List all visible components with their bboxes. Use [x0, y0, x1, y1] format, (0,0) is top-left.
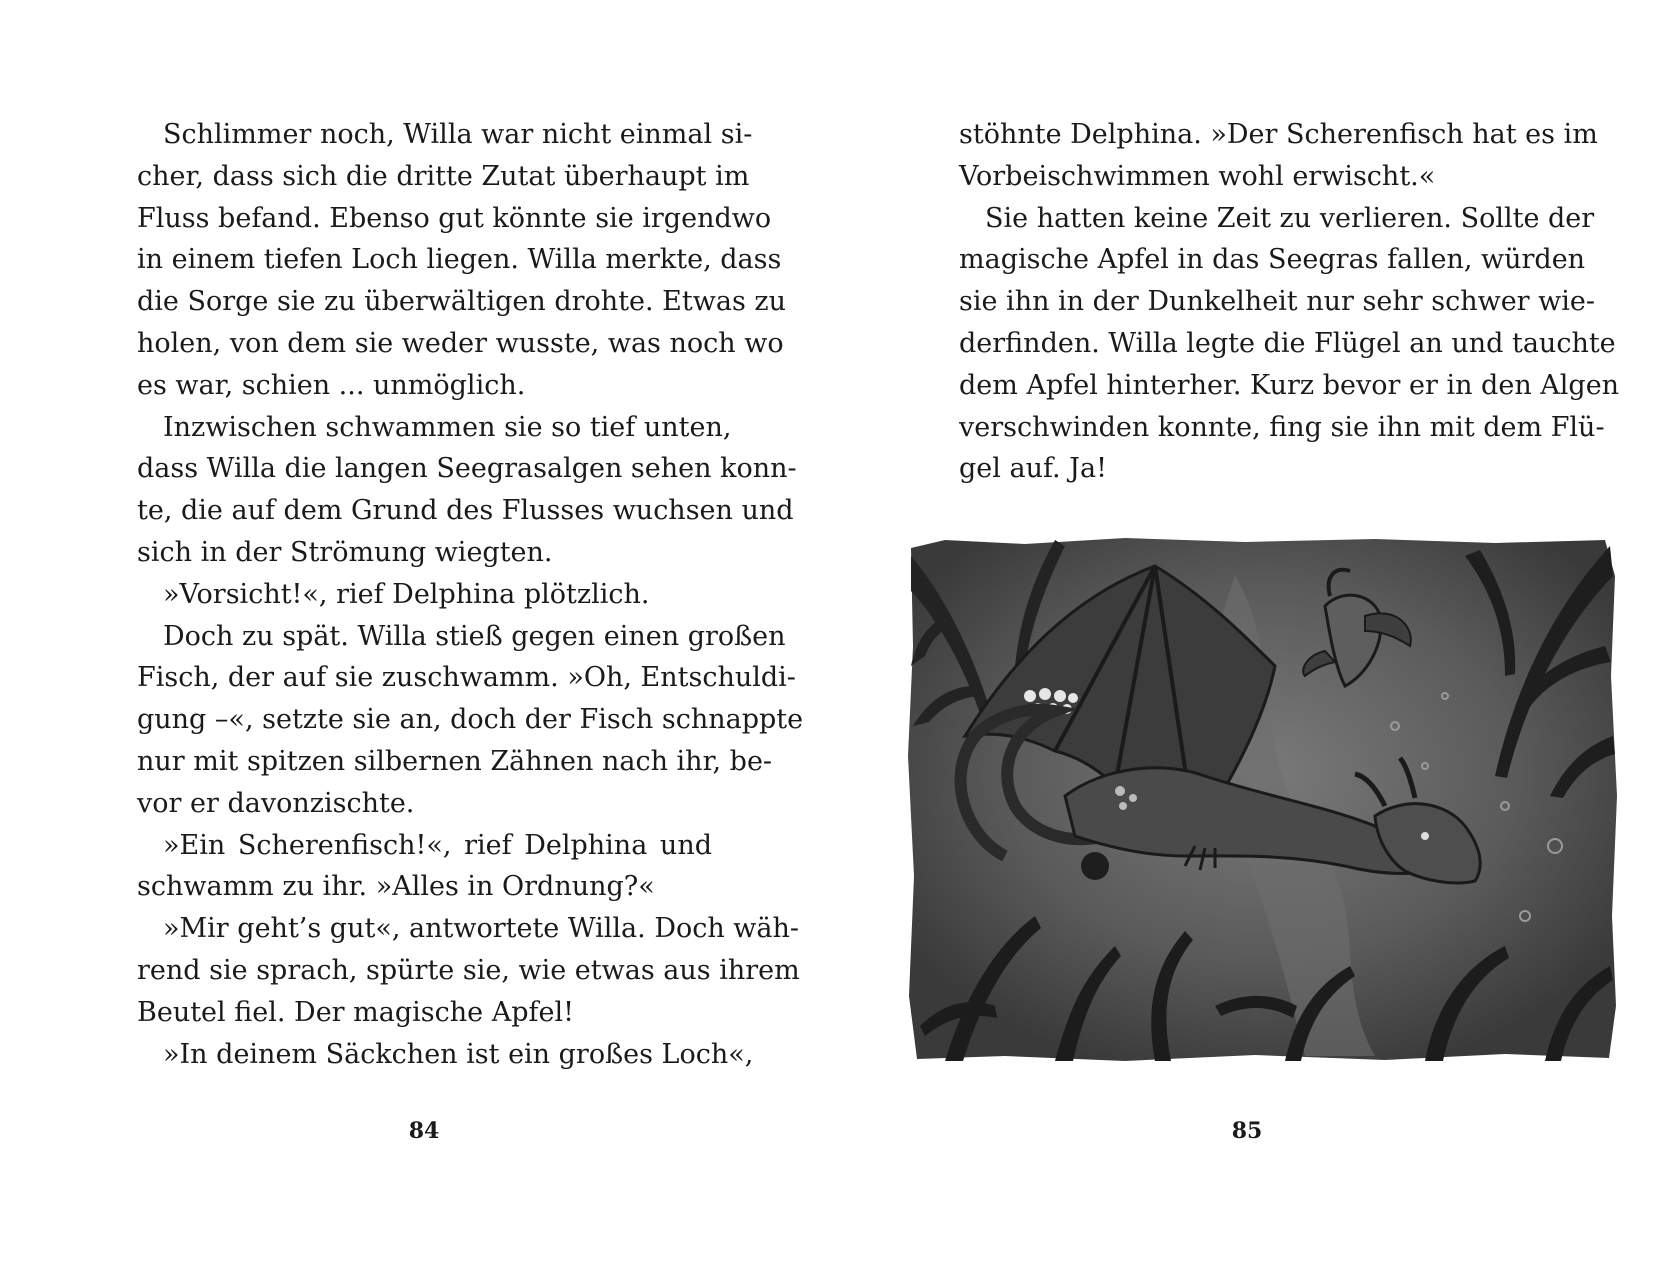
right-text-column	[959, 114, 1620, 490]
text-line: es war, schien ... unmöglich.	[137, 369, 526, 401]
text-line: »Mir geht’s gut«, antwortete Willa. Doch wäh-	[163, 913, 800, 945]
text-line: in einem tiefen Loch liegen. Willa merkte, dass	[137, 244, 782, 276]
text-line: Doch zu spät. Willa stieß gegen einen großen	[163, 620, 786, 652]
text-line: gung –«, setzte sie an, doch der Fisch schnappte	[137, 704, 804, 736]
text-line: »Vorsicht!«, rief Delphina plötzlich.	[163, 578, 650, 610]
page-number-left: 84	[408, 1118, 440, 1144]
text-line: derfinden. Willa legte die Flügel an und tauchte	[959, 327, 1616, 359]
text-line: te, die auf dem Grund des Flusses wuchsen und	[137, 495, 794, 527]
illustration-svg	[905, 536, 1619, 1063]
text-line: verschwinden konnte, fing sie ihn mit dem Flü-	[959, 411, 1605, 443]
text-line: sich in der Strömung wiegten.	[137, 536, 553, 568]
text-line: holen, von dem sie weder wusste, was noch wo	[137, 327, 784, 359]
text-line: Sie hatten keine Zeit zu verlieren. Sollte der	[985, 202, 1595, 234]
text-line: »In deinem Säckchen ist ein großes Loch«,	[163, 1038, 754, 1070]
text-line: Schlimmer noch, Willa war nicht einmal si-	[163, 119, 753, 150]
text-line: »Ein Scherenfisch!«, rief Delphina und	[163, 829, 712, 861]
text-line: gel auf. Ja!	[959, 453, 1107, 485]
text-line: stöhnte Delphina. »Der Scherenfisch hat es im	[959, 119, 1598, 150]
page-number-right: 85	[1231, 1118, 1263, 1144]
right-page	[827, 0, 1654, 1270]
text-line: Fisch, der auf sie zuschwamm. »Oh, Entschuldi-	[137, 662, 796, 694]
text-line: Beutel fiel. Der magische Apfel!	[137, 996, 574, 1028]
dragon-underwater-illustration	[905, 536, 1619, 1063]
text-line: die Sorge sie zu überwältigen drohte. Etwas zu	[137, 286, 787, 318]
text-line: Fluss befand. Ebenso gut könnte sie irgendwo	[137, 202, 772, 234]
text-line: vor er davonzischte.	[137, 787, 415, 819]
text-line: dem Apfel hinterher. Kurz bevor er in den Algen	[959, 369, 1620, 401]
text-line: sie ihn in der Dunkelheit nur sehr schwer wie-	[959, 286, 1596, 318]
magic-apple	[1081, 852, 1109, 880]
left-text-column	[137, 114, 804, 1075]
text-line: cher, dass sich die dritte Zutat überhaupt im	[137, 160, 750, 192]
dragon-eye	[1421, 832, 1429, 840]
text-line: Inzwischen schwammen sie so tief unten,	[163, 411, 732, 443]
text-line: magische Apfel in das Seegras fallen, würden	[959, 244, 1586, 276]
text-line: schwamm zu ihr. »Alles in Ordnung?«	[137, 871, 655, 903]
text-line: dass Willa die langen Seegrasalgen sehen konn-	[137, 453, 797, 485]
text-line: nur mit spitzen silbernen Zähnen nach ihr, be-	[137, 745, 773, 777]
text-line: Vorbeischwimmen wohl erwischt.«	[959, 160, 1436, 192]
text-line: rend sie sprach, spürte sie, wie etwas aus ihrem	[137, 954, 800, 986]
